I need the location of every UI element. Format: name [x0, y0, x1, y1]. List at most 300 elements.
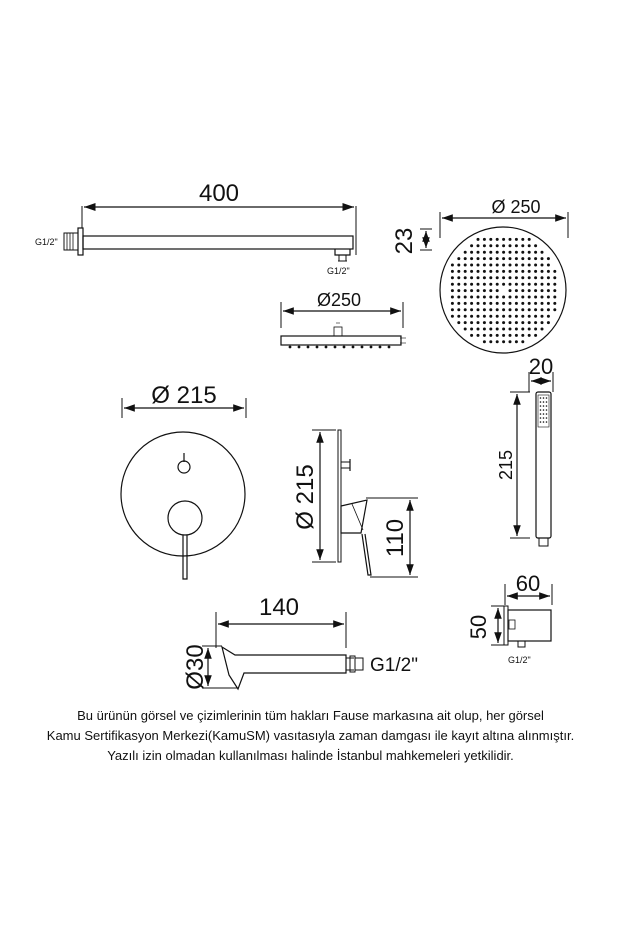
nozzle-dot	[541, 270, 544, 273]
nozzle-dot	[464, 308, 467, 311]
nozzle-dot	[457, 283, 460, 286]
nozzle-dot	[502, 264, 505, 267]
nozzle-dot	[470, 296, 473, 299]
nozzle-dot	[483, 308, 486, 311]
nozzle-dot	[502, 238, 505, 241]
nozzle-dot	[502, 251, 505, 254]
nozzle-dot	[553, 289, 556, 292]
nozzle-dot	[457, 270, 460, 273]
nozzle-dot	[521, 257, 524, 260]
nozzle-dot	[483, 321, 486, 324]
nozzle-dot	[464, 315, 467, 318]
nozzle-dot	[489, 328, 492, 331]
nozzle-dot	[541, 264, 544, 267]
hand-nozzle-dot	[546, 417, 548, 419]
nozzle-dot	[483, 276, 486, 279]
nozzle-dot	[477, 296, 480, 299]
nozzle-dot	[477, 321, 480, 324]
plate-depth-label: 110	[382, 518, 409, 558]
nozzle-dot	[521, 238, 524, 241]
head-diameter-side-label: Ø250	[316, 290, 362, 310]
nozzle-dot	[547, 296, 550, 299]
nozzle-dot	[496, 321, 499, 324]
nozzle-dot	[515, 270, 518, 273]
nozzle-dot	[534, 308, 537, 311]
nozzle-dot	[521, 283, 524, 286]
spout-body	[222, 647, 346, 689]
hand-nozzle-dot	[540, 405, 542, 407]
hand-nozzle-dot	[546, 421, 548, 423]
nozzle-dot	[477, 270, 480, 273]
nozzle-dot	[477, 251, 480, 254]
nozzle-dot	[528, 283, 531, 286]
nozzle-dot	[496, 257, 499, 260]
nozzle-dot	[515, 238, 518, 241]
nozzle-dot	[470, 283, 473, 286]
hand-nozzle-dot	[546, 405, 548, 407]
nozzle-dot	[509, 340, 512, 343]
nozzle-dot	[502, 340, 505, 343]
nozzle-dot	[483, 296, 486, 299]
nozzle-dot	[521, 270, 524, 273]
nozzle-dot	[515, 264, 518, 267]
nozzle-dot	[451, 302, 454, 305]
nozzle-dot	[470, 302, 473, 305]
nozzle-dot	[457, 289, 460, 292]
nozzle-dot	[528, 270, 531, 273]
elbow-width-label: 60	[515, 571, 541, 596]
side-nozzle-dot	[379, 346, 382, 349]
nozzle-dot	[541, 328, 544, 331]
nozzle-dot	[541, 257, 544, 260]
nozzle-dot	[521, 244, 524, 247]
nozzle-dot	[489, 283, 492, 286]
nozzle-dot	[528, 308, 531, 311]
nozzle-dot	[464, 328, 467, 331]
nozzle-dot	[483, 302, 486, 305]
nozzle-dot	[489, 302, 492, 305]
side-nozzle-dot	[307, 346, 310, 349]
arm-length-label: 400	[198, 180, 240, 207]
nozzle-dot	[483, 257, 486, 260]
nozzle-dot	[457, 264, 460, 267]
nozzle-dot	[547, 276, 550, 279]
nozzle-dot	[489, 340, 492, 343]
nozzle-dot	[477, 283, 480, 286]
nozzle-dot	[483, 251, 486, 254]
nozzle-dot	[470, 289, 473, 292]
nozzle-dot	[457, 302, 460, 305]
nozzle-dot	[470, 315, 473, 318]
notice-line-2: Kamu Sertifikasyon Merkezi(KamuSM) vasıtasıyla zaman damgası ile kayıt altına alınmıştır.	[46, 728, 575, 743]
nozzle-dot	[534, 315, 537, 318]
nozzle-dot	[534, 289, 537, 292]
nozzle-dot	[489, 238, 492, 241]
nozzle-dot	[509, 264, 512, 267]
hand-nozzle-dot	[543, 401, 545, 403]
nozzle-dot	[451, 296, 454, 299]
nozzle-dot	[553, 270, 556, 273]
nozzle-dot	[515, 283, 518, 286]
nozzle-dot	[496, 289, 499, 292]
nozzle-dot	[477, 238, 480, 241]
nozzle-dot	[509, 328, 512, 331]
nozzle-dot	[502, 270, 505, 273]
nozzle-dot	[528, 334, 531, 337]
nozzle-dot	[528, 244, 531, 247]
hand-nozzle-dot	[543, 421, 545, 423]
nozzle-dot	[515, 315, 518, 318]
nozzle-dot	[534, 276, 537, 279]
nozzle-dot	[541, 289, 544, 292]
nozzle-dot	[521, 289, 524, 292]
nozzle-dot	[502, 334, 505, 337]
nozzle-dot	[451, 276, 454, 279]
nozzle-grid	[451, 238, 556, 343]
nozzle-dot	[541, 308, 544, 311]
nozzle-dot	[541, 321, 544, 324]
nozzle-dot	[528, 328, 531, 331]
nozzle-dot	[534, 264, 537, 267]
nozzle-dot	[451, 308, 454, 311]
nozzle-dot	[515, 302, 518, 305]
nozzle-dot	[464, 289, 467, 292]
nozzle-dot	[477, 308, 480, 311]
nozzle-dot	[502, 283, 505, 286]
hand-shower-length-label: 215	[496, 449, 516, 481]
nozzle-dot	[483, 244, 486, 247]
nozzle-dot	[489, 334, 492, 337]
hand-nozzle-dot	[540, 401, 542, 403]
nozzle-dot	[547, 302, 550, 305]
nozzle-dot	[521, 321, 524, 324]
nozzle-dot	[521, 276, 524, 279]
nozzle-dot	[509, 270, 512, 273]
nozzle-dot	[547, 315, 550, 318]
nozzle-dot	[534, 302, 537, 305]
nozzle-dot	[496, 238, 499, 241]
nozzle-dot	[496, 302, 499, 305]
nozzle-dot	[528, 264, 531, 267]
nozzle-dot	[515, 321, 518, 324]
nozzle-dot	[509, 276, 512, 279]
nozzle-dot	[464, 251, 467, 254]
nozzle-dot	[541, 251, 544, 254]
nozzle-dot	[534, 296, 537, 299]
hand-shower-nozzles	[540, 397, 548, 423]
hand-shower-drawing	[496, 354, 553, 546]
nozzle-dot	[464, 321, 467, 324]
nozzle-dot	[489, 264, 492, 267]
hand-nozzle-dot	[543, 409, 545, 411]
nozzle-dot	[496, 328, 499, 331]
nozzle-dot	[509, 334, 512, 337]
mixer-plate-side-view	[292, 430, 418, 577]
nozzle-dot	[496, 244, 499, 247]
nozzle-dot	[515, 251, 518, 254]
wall-elbow-drawing	[466, 571, 552, 665]
notice-line-1: Bu ürünün görsel ve çizimlerinin tüm hakları Fause markasına ait olup, her görsel	[77, 708, 544, 723]
nozzle-dot	[553, 283, 556, 286]
nozzle-dot	[547, 257, 550, 260]
nozzle-dot	[547, 264, 550, 267]
nozzle-dot	[483, 328, 486, 331]
nozzle-dot	[457, 296, 460, 299]
nozzle-dot	[541, 315, 544, 318]
nozzle-dot	[515, 257, 518, 260]
nozzle-dot	[470, 244, 473, 247]
nozzle-dot	[521, 264, 524, 267]
plate-diameter-side-label: Ø 215	[292, 464, 319, 530]
nozzle-dot	[502, 321, 505, 324]
plate-diameter-front-label: Ø 215	[151, 382, 217, 409]
nozzle-dot	[457, 315, 460, 318]
nozzle-dot	[496, 315, 499, 318]
nozzle-dot	[521, 251, 524, 254]
nozzle-dot	[464, 302, 467, 305]
nozzle-dot	[470, 257, 473, 260]
side-nozzle-dot	[289, 346, 292, 349]
nozzle-dot	[483, 270, 486, 273]
nozzle-dot	[502, 315, 505, 318]
mixer-lever	[183, 535, 187, 579]
side-nozzle-dot	[325, 346, 328, 349]
nozzle-dot	[553, 308, 556, 311]
nozzle-dot	[515, 276, 518, 279]
nozzle-dot	[464, 257, 467, 260]
hand-nozzle-dot	[543, 417, 545, 419]
hand-shower-width-label: 20	[528, 354, 554, 379]
nozzle-dot	[477, 244, 480, 247]
notice-line-3: Yazılı izin olmadan kullanılması halinde İstanbul mahkemeleri yetkilidir.	[107, 748, 514, 763]
shower-arm-drawing	[35, 180, 432, 276]
nozzle-dot	[489, 270, 492, 273]
arm-thread-outlet-label: G1/2"	[327, 266, 350, 276]
arm-thread-left-label: G1/2"	[35, 237, 58, 247]
nozzle-dot	[534, 257, 537, 260]
nozzle-dot	[483, 283, 486, 286]
nozzle-dot	[489, 296, 492, 299]
nozzle-dot	[515, 308, 518, 311]
spout-thread-label: G1/2"	[370, 655, 418, 676]
spout-drawing	[182, 594, 418, 690]
spray-nozzles-side	[289, 346, 391, 349]
nozzle-dot	[547, 321, 550, 324]
nozzle-dot	[470, 308, 473, 311]
diverter-knob	[178, 461, 190, 473]
nozzle-dot	[521, 340, 524, 343]
nozzle-dot	[534, 334, 537, 337]
nozzle-dot	[515, 296, 518, 299]
nozzle-dot	[477, 264, 480, 267]
nozzle-dot	[509, 321, 512, 324]
nozzle-dot	[496, 251, 499, 254]
nozzle-dot	[521, 296, 524, 299]
nozzle-dot	[477, 289, 480, 292]
hand-nozzle-dot	[546, 413, 548, 415]
nozzle-dot	[553, 276, 556, 279]
side-nozzle-dot	[361, 346, 364, 349]
nozzle-dot	[496, 276, 499, 279]
nozzle-dot	[515, 244, 518, 247]
nozzle-dot	[483, 334, 486, 337]
nozzle-dot	[515, 328, 518, 331]
nozzle-dot	[528, 238, 531, 241]
nozzle-dot	[547, 289, 550, 292]
nozzle-dot	[509, 302, 512, 305]
arm-height-label: 23	[391, 227, 418, 255]
nozzle-dot	[457, 257, 460, 260]
nozzle-dot	[496, 296, 499, 299]
nozzle-dot	[470, 276, 473, 279]
nozzle-dot	[541, 302, 544, 305]
nozzle-dot	[528, 257, 531, 260]
hand-nozzle-dot	[540, 417, 542, 419]
nozzle-dot	[483, 315, 486, 318]
side-nozzle-dot	[370, 346, 373, 349]
nozzle-dot	[483, 340, 486, 343]
nozzle-dot	[477, 315, 480, 318]
nozzle-dot	[477, 276, 480, 279]
nozzle-dot	[496, 270, 499, 273]
nozzle-dot	[502, 244, 505, 247]
copyright-notice	[0, 706, 621, 766]
nozzle-dot	[509, 289, 512, 292]
nozzle-dot	[521, 334, 524, 337]
nozzle-dot	[547, 308, 550, 311]
nozzle-dot	[470, 334, 473, 337]
nozzle-dot	[451, 289, 454, 292]
hand-nozzle-dot	[546, 401, 548, 403]
hand-nozzle-dot	[546, 409, 548, 411]
spout-length-label: 140	[258, 594, 300, 621]
side-nozzle-dot	[334, 346, 337, 349]
hand-nozzle-dot	[543, 397, 545, 399]
hand-nozzle-dot	[546, 397, 548, 399]
nozzle-dot	[470, 264, 473, 267]
nozzle-dot	[496, 308, 499, 311]
nozzle-dot	[534, 321, 537, 324]
side-nozzle-dot	[298, 346, 301, 349]
elbow-height-label: 50	[466, 614, 491, 640]
nozzle-dot	[496, 340, 499, 343]
nozzle-dot	[521, 308, 524, 311]
nozzle-dot	[502, 302, 505, 305]
nozzle-dot	[515, 289, 518, 292]
nozzle-dot	[502, 276, 505, 279]
nozzle-dot	[528, 296, 531, 299]
nozzle-dot	[502, 308, 505, 311]
hand-nozzle-dot	[540, 421, 542, 423]
nozzle-dot	[451, 283, 454, 286]
nozzle-dot	[477, 328, 480, 331]
hand-nozzle-dot	[540, 409, 542, 411]
nozzle-dot	[464, 283, 467, 286]
head-diameter-top-label: Ø 250	[491, 197, 541, 217]
nozzle-dot	[521, 302, 524, 305]
nozzle-dot	[470, 328, 473, 331]
nozzle-dot	[509, 244, 512, 247]
nozzle-dot	[483, 238, 486, 241]
nozzle-dot	[541, 276, 544, 279]
nozzle-dot	[477, 302, 480, 305]
nozzle-dot	[470, 251, 473, 254]
nozzle-dot	[534, 251, 537, 254]
nozzle-dot	[464, 270, 467, 273]
nozzle-dot	[509, 257, 512, 260]
nozzle-dot	[521, 315, 524, 318]
nozzle-dot	[489, 276, 492, 279]
nozzle-dot	[509, 296, 512, 299]
nozzle-dot	[509, 238, 512, 241]
nozzle-dot	[534, 270, 537, 273]
nozzle-dot	[483, 264, 486, 267]
spout-diameter-label: Ø30	[182, 644, 209, 690]
nozzle-dot	[528, 302, 531, 305]
hand-nozzle-dot	[543, 413, 545, 415]
nozzle-dot	[534, 328, 537, 331]
nozzle-dot	[483, 289, 486, 292]
nozzle-dot	[489, 244, 492, 247]
nozzle-dot	[496, 283, 499, 286]
nozzle-dot	[547, 283, 550, 286]
nozzle-dot	[502, 296, 505, 299]
side-nozzle-dot	[352, 346, 355, 349]
nozzle-dot	[470, 270, 473, 273]
mixer-handle-base	[168, 501, 202, 535]
nozzle-dot	[489, 289, 492, 292]
nozzle-dot	[502, 257, 505, 260]
nozzle-dot	[509, 283, 512, 286]
nozzle-dot	[489, 315, 492, 318]
nozzle-dot	[509, 251, 512, 254]
nozzle-dot	[470, 321, 473, 324]
side-nozzle-dot	[388, 346, 391, 349]
nozzle-dot	[528, 321, 531, 324]
side-nozzle-dot	[343, 346, 346, 349]
nozzle-dot	[528, 276, 531, 279]
shower-head-top-view	[440, 197, 568, 353]
shower-head-side-view	[281, 290, 406, 348]
hand-nozzle-dot	[540, 413, 542, 415]
nozzle-dot	[496, 334, 499, 337]
nozzle-dot	[528, 315, 531, 318]
nozzle-dot	[451, 315, 454, 318]
side-nozzle-dot	[316, 346, 319, 349]
elbow-thread-label: G1/2"	[508, 655, 531, 665]
nozzle-dot	[547, 270, 550, 273]
nozzle-dot	[489, 257, 492, 260]
nozzle-dot	[489, 321, 492, 324]
nozzle-dot	[477, 257, 480, 260]
nozzle-dot	[528, 289, 531, 292]
nozzle-dot	[502, 328, 505, 331]
hand-nozzle-dot	[543, 405, 545, 407]
nozzle-dot	[521, 328, 524, 331]
nozzle-dot	[515, 334, 518, 337]
nozzle-dot	[515, 340, 518, 343]
nozzle-dot	[553, 296, 556, 299]
nozzle-dot	[464, 296, 467, 299]
nozzle-dot	[489, 308, 492, 311]
nozzle-dot	[464, 264, 467, 267]
hand-nozzle-dot	[540, 397, 542, 399]
nozzle-dot	[496, 264, 499, 267]
nozzle-dot	[541, 283, 544, 286]
nozzle-dot	[534, 244, 537, 247]
nozzle-dot	[553, 302, 556, 305]
mixer-plate-front-view	[121, 382, 246, 579]
